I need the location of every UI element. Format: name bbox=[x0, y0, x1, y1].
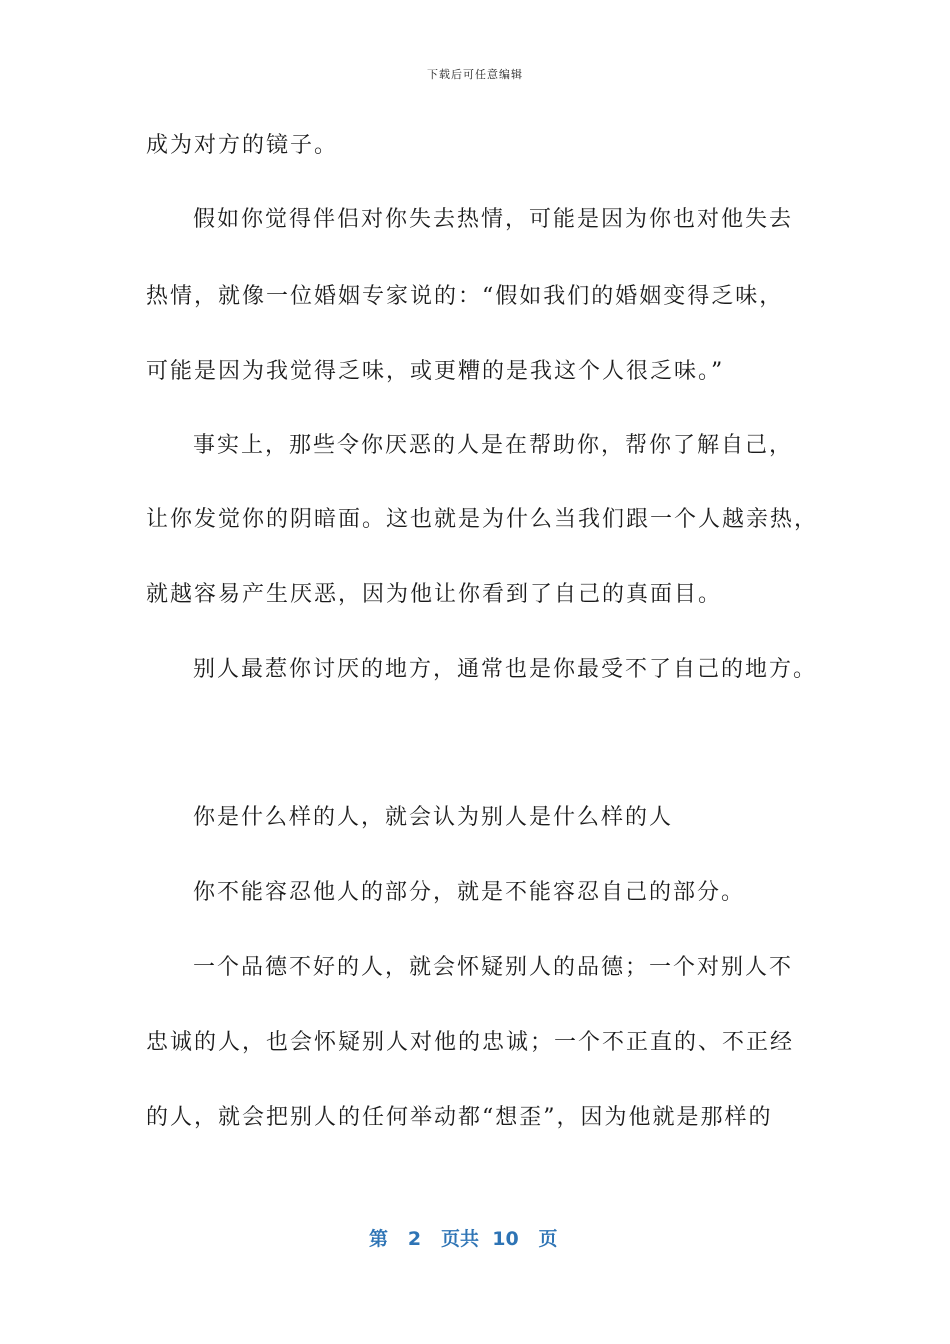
text-line-7: 就越容易产生厌恶，因为他让你看到了自己的真面目。 bbox=[146, 582, 723, 607]
text-line-3: 热情，就像一位婚姻专家说的：“假如我们的婚姻变得乏味， bbox=[146, 284, 784, 309]
text-line-6: 让你发觉你的阴暗面。这也就是为什么当我们跟一个人越亲热， bbox=[146, 507, 819, 532]
footer-prefix: 第 bbox=[369, 1228, 389, 1250]
text-line-1: 成为对方的镜子。 bbox=[146, 133, 339, 158]
footer-total-pages: 10 bbox=[492, 1228, 519, 1250]
footer-middle: 页共 bbox=[440, 1228, 479, 1250]
text-line-5: 事实上，那些令你厌恶的人是在帮助你，帮你了解自己， bbox=[193, 433, 794, 458]
text-line-13: 的人，就会把别人的任何举动都“想歪”，因为他就是那样的 bbox=[146, 1105, 773, 1130]
text-line-9: 你是什么样的人，就会认为别人是什么样的人 bbox=[193, 805, 674, 830]
text-line-4: 可能是因为我觉得乏味，或更糟的是我这个人很乏味。” bbox=[146, 359, 725, 384]
page-header: 下载后可任意编辑 bbox=[427, 68, 523, 81]
text-line-12: 忠诚的人，也会怀疑别人对他的忠诚；一个不正直的、不正经 bbox=[146, 1030, 795, 1055]
page-footer bbox=[369, 1226, 558, 1252]
text-line-8: 别人最惹你讨厌的地方，通常也是你最受不了自己的地方。 bbox=[193, 657, 818, 682]
footer-suffix: 页 bbox=[538, 1228, 558, 1250]
text-line-10: 你不能容忍他人的部分，就是不能容忍自己的部分。 bbox=[193, 880, 746, 905]
footer-page-number: 2 bbox=[407, 1228, 422, 1250]
text-line-11: 一个品德不好的人，就会怀疑别人的品德；一个对别人不 bbox=[193, 955, 794, 980]
text-line-2: 假如你觉得伴侣对你失去热情，可能是因为你也对他失去 bbox=[193, 207, 794, 232]
